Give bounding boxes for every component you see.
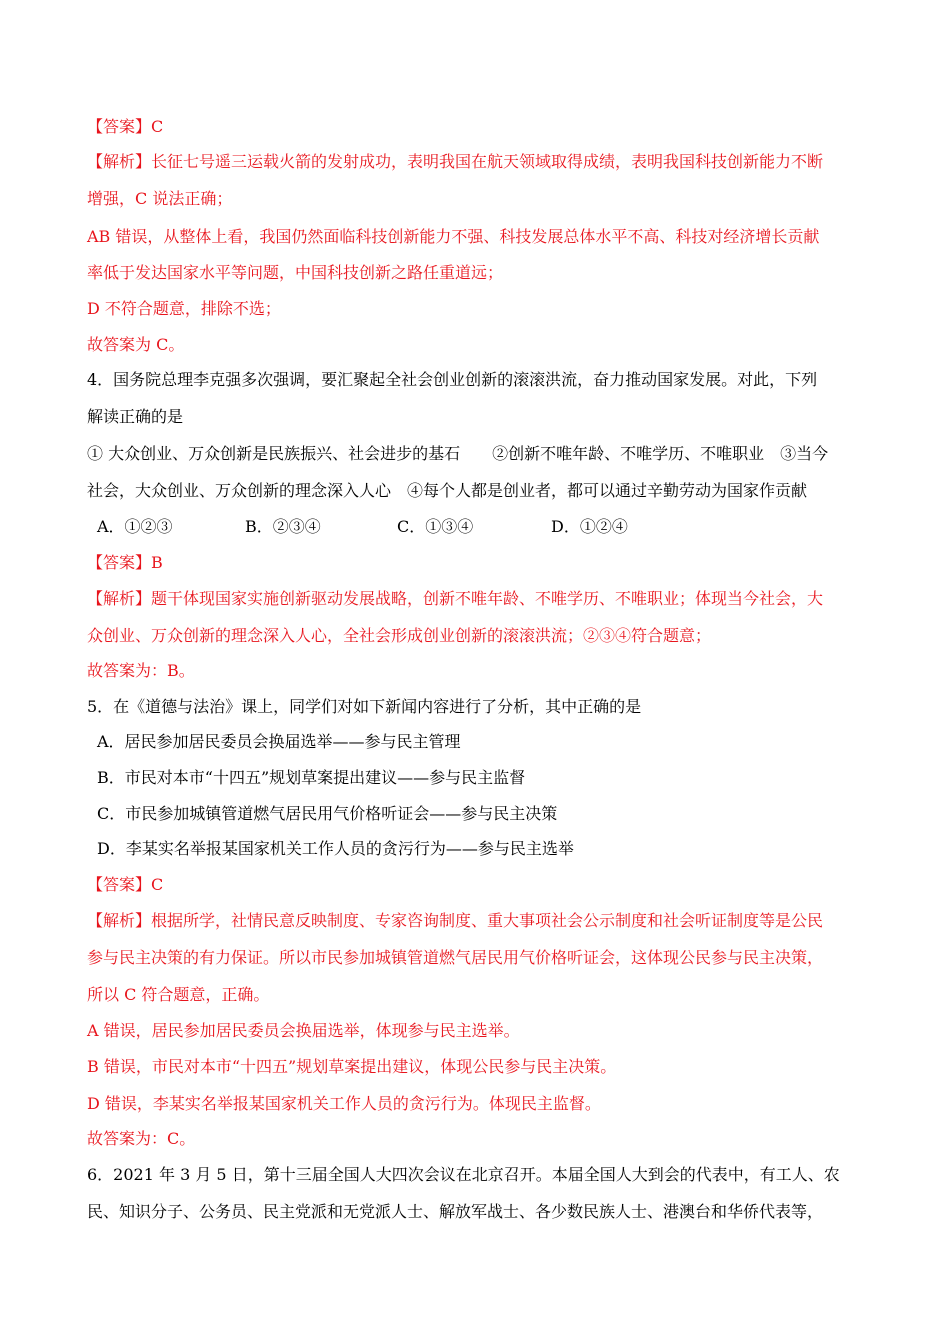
q4-answer: 【答案】B [87,553,163,572]
q4-option-b[interactable]: B．②③④ [245,517,321,536]
q4-option-d[interactable]: D．①②④ [551,517,628,536]
q4-option-a[interactable]: A．①②③ [97,517,173,536]
q4-stem-line-1: 4．国务院总理李克强多次强调，要汇聚起全社会创业创新的滚滚洪流，奋力推动国家发展。对此，下列 [87,370,818,389]
q4-conclusion: 故答案为：B。 [87,661,195,680]
q5-analysis-line-3: 所以 C 符合题意，正确。 [87,985,270,1004]
q3-analysis-line-3: AB 错误，从整体上看，我国仍然面临科技创新能力不强、科技发展总体水平不高、科技对经济增长贡献 [87,227,820,246]
q5-analysis-line-5: B 错误，市民对本市“十四五”规划草案提出建议，体现公民参与民主决策。 [87,1057,617,1076]
q3-answer: 【答案】C [87,117,164,136]
q4-stem-line-2: 解读正确的是 [87,407,184,426]
q5-option-c[interactable]: C．市民参加城镇管道燃气居民用气价格听证会——参与民主决策 [97,804,558,823]
q6-stem-line-2: 民、知识分子、公务员、民主党派和无党派人士、解放军战士、各少数民族人士、港澳台和华侨代表等， [87,1202,824,1221]
q6-stem-line-1: 6．2021 年 3 月 5 日，第十三届全国人大四次会议在北京召开。本届全国人大到会的代表中，有工人、农 [87,1165,840,1184]
q5-conclusion: 故答案为：C。 [87,1129,196,1148]
q5-option-a[interactable]: A．居民参加居民委员会换届选举——参与民主管理 [97,732,461,751]
q4-statements-line-1: ① 大众创业、万众创新是民族振兴、社会进步的基石 ②创新不唯年龄、不唯学历、不唯职业 ③当今 [87,444,829,463]
q5-option-b[interactable]: B．市民对本市“十四五”规划草案提出建议——参与民主监督 [97,768,526,787]
q5-analysis-line-4: A 错误，居民参加居民委员会换届选举，体现参与民主选举。 [87,1021,520,1040]
q3-analysis-line-4: 率低于发达国家水平等问题，中国科技创新之路任重道远； [87,263,504,282]
q5-analysis-line-2: 参与民主决策的有力保证。所以市民参加城镇管道燃气居民用气价格听证会，这体现公民参与民主决策， [87,948,824,967]
q3-analysis-line-2: 增强，C 说法正确； [87,189,233,208]
q4-analysis-line-1: 【解析】题干体现国家实施创新驱动发展战略，创新不唯年龄、不唯学历、不唯职业；体现当今社会，大 [87,589,824,608]
q3-conclusion: 故答案为 C。 [87,335,185,354]
q3-analysis-line-1: 【解析】长征七号遥三运载火箭的发射成功，表明我国在航天领域取得成绩，表明我国科技创新能力不断 [87,152,824,171]
q5-option-d[interactable]: D．李某实名举报某国家机关工作人员的贪污行为——参与民主选举 [97,839,574,858]
q5-stem: 5．在《道德与法治》课上，同学们对如下新闻内容进行了分析，其中正确的是 [87,697,642,716]
q4-analysis-line-2: 众创业、万众创新的理念深入人心，全社会形成创业创新的滚滚洪流；②③④符合题意； [87,626,712,645]
q5-analysis-line-6: D 错误，李某实名举报某国家机关工作人员的贪污行为。体现民主监督。 [87,1094,601,1113]
q4-statements-line-2: 社会，大众创业、万众创新的理念深入人心 ④每个人都是创业者，都可以通过辛勤劳动为国家作贡献 [87,481,808,500]
q3-analysis-line-5: D 不符合题意，排除不选； [87,299,281,318]
q4-option-c[interactable]: C．①③④ [397,517,474,536]
q5-analysis-line-1: 【解析】根据所学，社情民意反映制度、专家咨询制度、重大事项社会公示制度和社会听证制度等是公民 [87,911,824,930]
q5-answer: 【答案】C [87,875,164,894]
